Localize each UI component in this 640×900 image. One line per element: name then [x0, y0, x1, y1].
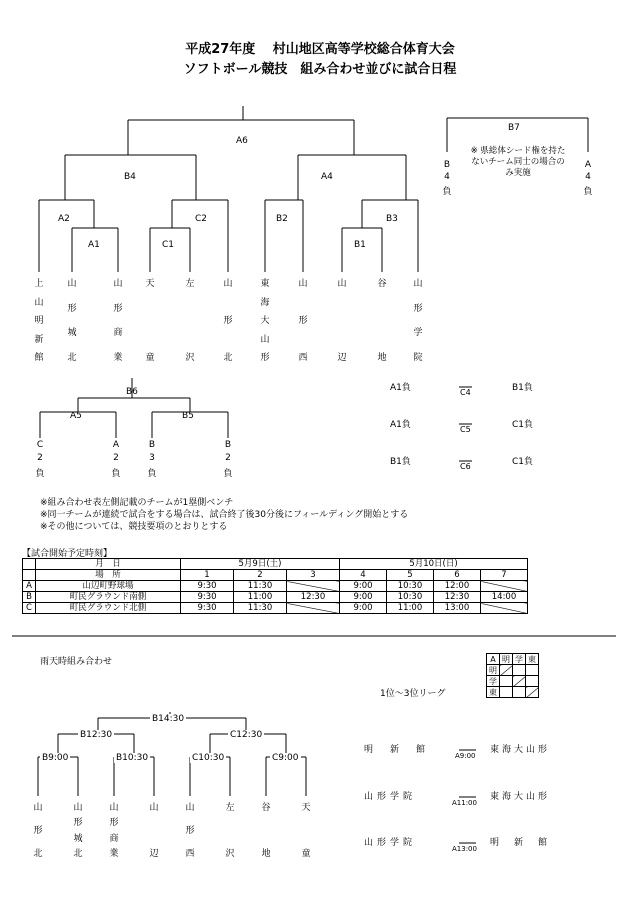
- day1-header: 5月9日(土): [181, 559, 340, 570]
- lg3-right: 明 新 館: [490, 838, 551, 848]
- game-no-1: 1: [181, 570, 234, 581]
- lg3-time: A13:00: [452, 845, 477, 853]
- league-cell: [513, 687, 526, 698]
- start-time: 12:00: [434, 581, 481, 592]
- schedule-row: [23, 581, 528, 592]
- venue-name: 町民グラウンド北側: [36, 603, 181, 614]
- lg1-right: 東海大山形: [490, 745, 551, 755]
- schedule-row: [23, 603, 528, 614]
- league-row-header: 学: [487, 676, 500, 687]
- rep1-game: C4: [460, 388, 471, 397]
- start-time: 14:00: [481, 592, 528, 603]
- lg2-right: 東海大山形: [490, 792, 551, 802]
- rain-title: 雨天時組み合わせ: [40, 657, 113, 667]
- game-a5: A5: [70, 411, 82, 421]
- note-2: ※同一チームが連続で試合をする場合は、試合終了後30分後にフィールディング開始とする: [40, 510, 409, 520]
- game-a6: A6: [236, 136, 248, 146]
- start-time: 11:00: [234, 592, 287, 603]
- game-a4: A4: [321, 172, 333, 182]
- league-cell: [526, 676, 539, 687]
- lg2-left: 山形学院: [364, 792, 417, 802]
- game-no-5: 5: [387, 570, 434, 581]
- game-c1: C1: [162, 240, 175, 250]
- game-no-4: 4: [340, 570, 387, 581]
- league-row-header: 明: [487, 665, 500, 676]
- rain-b10: B10:30: [116, 753, 149, 763]
- start-time: 11:30: [234, 581, 287, 592]
- league-header: 東: [526, 654, 539, 665]
- rep1-left: A1負: [390, 383, 411, 393]
- game-b2: B2: [276, 214, 288, 224]
- lg1-time: A9:00: [455, 752, 476, 760]
- league-header: A: [487, 654, 500, 665]
- league-header: 学: [513, 654, 526, 665]
- league-cell: [513, 676, 526, 687]
- league-label: 1位～3位リーグ: [380, 689, 446, 699]
- league-cell: [500, 676, 513, 687]
- start-time: 11:00: [387, 603, 434, 614]
- rain-b12: B12:30: [80, 730, 113, 740]
- start-time: 13:00: [434, 603, 481, 614]
- game-no-3: 3: [287, 570, 340, 581]
- game-a2: A2: [58, 214, 70, 224]
- league-row-header: 東: [487, 687, 500, 698]
- game-a1: A1: [88, 240, 100, 250]
- venue-code: A: [23, 581, 36, 592]
- schedule-caption: 【試合開始予定時刻】: [22, 549, 113, 559]
- game-no-2: 2: [234, 570, 287, 581]
- lg1-left: 明 新 館: [364, 745, 430, 755]
- venue-header: 場 所: [36, 570, 181, 581]
- rep3-right: C1負: [512, 457, 534, 467]
- schedule-table: [22, 558, 528, 614]
- lg3-left: 山形学院: [364, 838, 417, 848]
- title-line-1: 平成27年度 村山地区高等学校総合体育大会: [185, 42, 455, 57]
- game-no-7: 7: [481, 570, 528, 581]
- start-time: 10:30: [387, 581, 434, 592]
- league-cell: [500, 665, 513, 676]
- game-b1: B1: [354, 240, 366, 250]
- month-day-header: 月 日: [36, 559, 181, 570]
- league-header: 明: [500, 654, 513, 665]
- b7-note: ※ 県総体シード権を持たないチーム同士の場合のみ実施: [470, 146, 566, 178]
- rep2-left: A1負: [390, 420, 411, 430]
- venue-name: 山辺町野球場: [36, 581, 181, 592]
- title-line-2: ソフトボール競技 組み合わせ並びに試合日程: [183, 62, 457, 77]
- lg2-time: A11:00: [452, 799, 477, 807]
- venue-name: 町民グラウンド南側: [36, 592, 181, 603]
- game-b6: B6: [126, 387, 138, 397]
- game-b3: B3: [386, 214, 398, 224]
- start-time: [287, 603, 340, 614]
- start-time: 10:30: [387, 592, 434, 603]
- league-cell: [500, 687, 513, 698]
- start-time: 9:30: [181, 603, 234, 614]
- start-time: [481, 603, 528, 614]
- game-b4: B4: [124, 172, 136, 182]
- start-time: 12:30: [287, 592, 340, 603]
- rep2-game: C5: [460, 425, 471, 434]
- venue-code: B: [23, 592, 36, 603]
- day2-header: 5月10日(日): [340, 559, 528, 570]
- start-time: 11:30: [234, 603, 287, 614]
- venue-code: C: [23, 603, 36, 614]
- league-cell: [513, 665, 526, 676]
- game-b7: B7: [508, 123, 520, 133]
- start-time: [481, 581, 528, 592]
- rain-b9: B9:00: [42, 753, 69, 763]
- start-time: 9:30: [181, 592, 234, 603]
- league-cell: [526, 687, 539, 698]
- note-1: ※組み合わせ表左側記載のチームが1塁側ベンチ: [40, 498, 234, 508]
- rep3-game: C6: [460, 462, 471, 471]
- rain-b14: B14:30: [152, 714, 185, 724]
- rain-c12: C12:30: [230, 730, 263, 740]
- start-time: 9:00: [340, 592, 387, 603]
- rep2-right: C1負: [512, 420, 534, 430]
- start-time: 9:30: [181, 581, 234, 592]
- game-b5: B5: [182, 411, 194, 421]
- game-no-6: 6: [434, 570, 481, 581]
- game-c2: C2: [195, 214, 208, 224]
- schedule-row: [23, 592, 528, 603]
- start-time: [287, 581, 340, 592]
- note-3: ※その他については、競技要項のとおりとする: [40, 522, 228, 532]
- start-time: 9:00: [340, 603, 387, 614]
- rain-c9: C9:00: [272, 753, 299, 763]
- start-time: 9:00: [340, 581, 387, 592]
- rep1-right: B1負: [512, 383, 533, 393]
- league-table: [486, 653, 539, 698]
- start-time: 12:30: [434, 592, 481, 603]
- rain-c10: C10:30: [192, 753, 225, 763]
- rep3-left: B1負: [390, 457, 411, 467]
- league-cell: [526, 665, 539, 676]
